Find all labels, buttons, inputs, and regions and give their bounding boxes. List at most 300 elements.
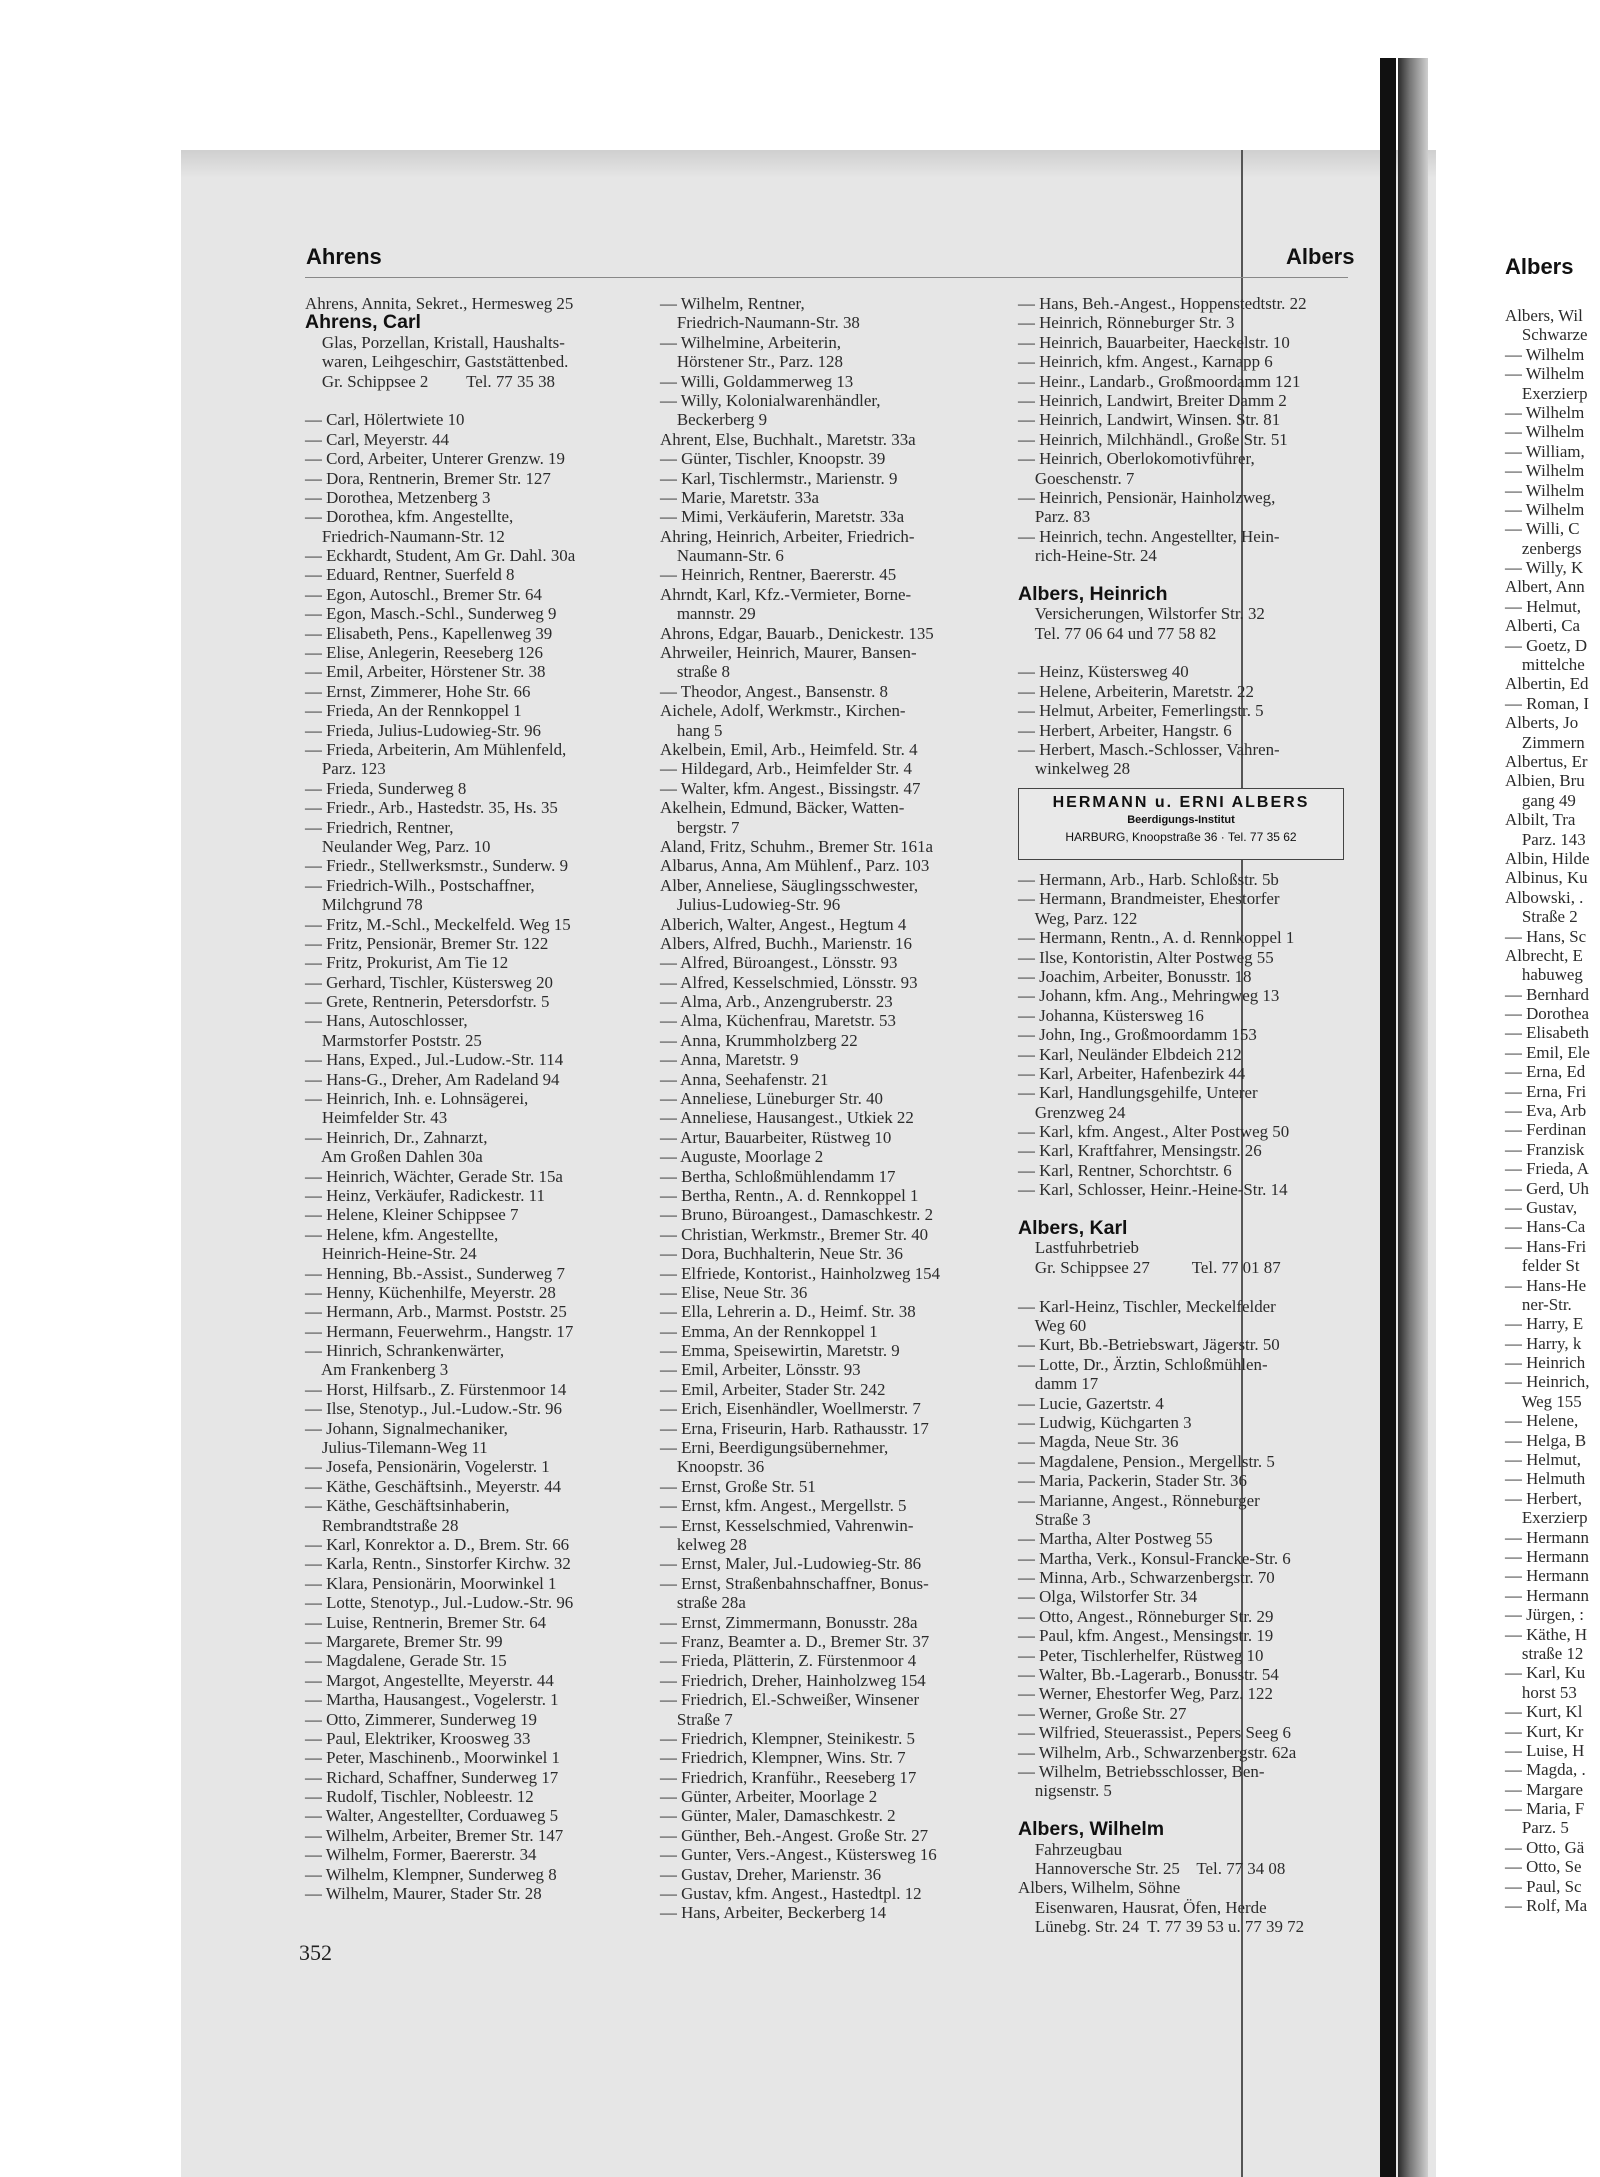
directory-line: — Minna, Arb., Schwarzenbergstr. 70	[1018, 1568, 1275, 1588]
directory-line: — Otto, Zimmerer, Sunderweg 19	[305, 1709, 537, 1729]
directory-line: Tel. 77 06 64 und 77 58 82	[1018, 623, 1217, 643]
directory-line: — Kurt, Kr	[1505, 1721, 1584, 1741]
directory-line: — Heinrich, Rentner, Baererstr. 45	[660, 565, 897, 585]
directory-line: Ahrens, Annita, Sekret., Hermesweg 25	[305, 294, 574, 313]
directory-line: — Lotte, Stenotyp., Jul.-Ludow.-Str. 96	[305, 1593, 574, 1613]
directory-line: — Ernst, Maler, Jul.-Ludowieg-Str. 86	[660, 1554, 922, 1574]
directory-line: Naumann-Str. 6	[660, 546, 784, 566]
column-3-top	[1018, 294, 1307, 779]
directory-line: Gr. Schippsee 2 Tel. 77 35 38	[305, 371, 555, 391]
page-top-shadow	[181, 150, 1436, 178]
directory-line: — Heinrich, Pensionär, Hainholzweg,	[1018, 487, 1276, 507]
directory-line: — Alfred, Kesselschmied, Lönsstr. 93	[660, 972, 918, 992]
directory-line: — Karl, Tischlermstr., Marienstr. 9	[660, 468, 898, 488]
directory-line: — Emma, Speisewirtin, Maretstr. 9	[660, 1341, 900, 1361]
column-2	[660, 294, 940, 1923]
directory-line: Weg 60	[1018, 1315, 1087, 1335]
column-3-bottom	[1018, 870, 1304, 1936]
directory-line: — Anneliese, Hausangest., Utkiek 22	[660, 1108, 914, 1128]
directory-line: Heinrich-Heine-Str. 24	[305, 1244, 477, 1264]
directory-line: mittelche	[1505, 655, 1585, 675]
directory-line: — Heinrich, techn. Angestellter, Hein-	[1018, 526, 1280, 546]
directory-line: — Karl, Konrektor a. D., Brem. Str. 66	[305, 1535, 570, 1554]
directory-line: Albers, Alfred, Buchh., Marienstr. 16	[660, 933, 912, 953]
directory-line: — Erna, Friseurin, Harb. Rathausstr. 17	[660, 1418, 929, 1438]
directory-line: horst 53	[1505, 1682, 1577, 1702]
directory-line: Marmstorfer Poststr. 25	[305, 1030, 482, 1050]
directory-line: Schwarze	[1505, 325, 1588, 345]
directory-line: — Roman, I	[1505, 693, 1589, 713]
directory-line: Gr. Schippsee 27 Tel. 77 01 87	[1018, 1257, 1281, 1277]
directory-line: — Hildegard, Arb., Heimfelder Str. 4	[660, 759, 912, 779]
directory-line: — Maria, F	[1505, 1799, 1585, 1819]
directory-line	[1018, 1277, 1304, 1296]
directory-line: — Dorothea	[1505, 1004, 1589, 1024]
directory-line: — Otto, Se	[1505, 1857, 1582, 1877]
directory-line: — Karl, Rentner, Schorchtstr. 6	[1018, 1160, 1232, 1180]
directory-line: — Helmuth	[1505, 1469, 1586, 1489]
directory-line: — Paul, kfm. Angest., Mensingstr. 19	[1018, 1626, 1274, 1646]
directory-line: Albers, Wilhelm, Söhne	[1018, 1878, 1181, 1898]
directory-line: — Herbert,	[1505, 1488, 1582, 1508]
directory-line: — Gustav, Dreher, Marienstr. 36	[660, 1864, 882, 1884]
directory-line: — Margot, Angestellte, Meyerstr. 44	[305, 1670, 554, 1690]
directory-line: rich-Heine-Str. 24	[1018, 546, 1157, 566]
directory-line: nigsenstr. 5	[1018, 1781, 1112, 1801]
directory-line: — Harry, E	[1505, 1314, 1584, 1334]
directory-line: — Günter, Maler, Damaschkestr. 2	[660, 1806, 896, 1826]
directory-line: — Helga, B	[1505, 1430, 1587, 1450]
directory-line: — Wilhelm, Klempner, Sunderweg 8	[305, 1864, 557, 1884]
directory-line: — Kurt, Bb.-Betriebswart, Jägerstr. 50	[1018, 1335, 1280, 1355]
page-number: 352	[299, 1940, 332, 1965]
directory-line: — Martha, Hausangest., Vogelerstr. 1	[305, 1690, 559, 1710]
directory-line: — Erna, Ed	[1505, 1062, 1586, 1082]
directory-line: Aland, Fritz, Schuhm., Bremer Str. 161a	[660, 836, 934, 856]
directory-line: — Hermann, Arb., Marmst. Poststr. 25	[305, 1302, 567, 1322]
directory-line: — Harry, k	[1505, 1333, 1582, 1353]
directory-line: — Ilse, Stenotyp., Jul.-Ludow.-Str. 96	[305, 1399, 562, 1419]
directory-line: — Margarete, Bremer Str. 99	[305, 1631, 503, 1651]
directory-line: — Jürgen, :	[1505, 1605, 1584, 1625]
directory-line: — Olga, Wilstorfer Str. 34	[1018, 1587, 1198, 1607]
directory-line: — Hans, Arbeiter, Beckerberg 14	[660, 1903, 887, 1923]
directory-line: — Rudolf, Tischler, Nobleestr. 12	[305, 1787, 534, 1807]
directory-line: Albrecht, E	[1505, 945, 1583, 965]
directory-line: — Wilhelm, Former, Baererstr. 34	[305, 1845, 537, 1865]
directory-line: — Johann, kfm. Ang., Mehringweg 13	[1018, 986, 1280, 1006]
directory-line: — Gerd, Uh	[1505, 1178, 1589, 1198]
running-head-left: Ahrens	[306, 244, 382, 269]
directory-line: Beckerberg 9	[660, 410, 768, 430]
directory-line: — Friedrich, Dreher, Hainholzweg 154	[660, 1670, 926, 1690]
directory-line: — Emil, Arbeiter, Stader Str. 242	[660, 1379, 886, 1399]
directory-line: Parz. 123	[305, 759, 386, 779]
directory-line: — Otto, Angest., Rönneburger Str. 29	[1018, 1606, 1274, 1626]
directory-line: — Willi, C	[1505, 519, 1580, 539]
directory-line: — Grete, Rentnerin, Petersdorfstr. 5	[305, 992, 550, 1012]
directory-line: — Franz, Beamter a. D., Bremer Str. 37	[660, 1631, 930, 1651]
directory-line: Akelbein, Emil, Arb., Heimfeld. Str. 4	[660, 739, 918, 759]
directory-line: — Klara, Pensionärin, Moorwinkel 1	[305, 1573, 557, 1593]
directory-line: Friedrich-Naumann-Str. 38	[660, 313, 860, 333]
directory-line: — Hans, Sc	[1505, 926, 1587, 946]
directory-line: — Margare	[1505, 1779, 1584, 1799]
directory-line: Albert, Ann	[1505, 577, 1585, 597]
directory-line: Albin, Hilde	[1505, 848, 1590, 868]
directory-line: Hannoversche Str. 25 Tel. 77 34 08	[1018, 1858, 1286, 1878]
directory-line: — Gustav, kfm. Angest., Hastedtpl. 12	[660, 1884, 922, 1904]
directory-line: Rembrandtstraße 28	[305, 1515, 459, 1535]
directory-line: — Heinz, Küstersweg 40	[1018, 662, 1189, 682]
directory-line: Eisenwaren, Hausrat, Öfen, Herde	[1018, 1897, 1267, 1917]
directory-line: — Paul, Elektriker, Kroosweg 33	[305, 1728, 531, 1748]
directory-line: — Ilse, Kontoristin, Alter Postweg 55	[1018, 947, 1274, 967]
directory-line: — Hinrich, Schrankenwärter,	[305, 1341, 505, 1361]
directory-line: — Erna, Fri	[1505, 1081, 1587, 1101]
directory-line: — Heinr., Landarb., Großmoordamm 121	[1018, 371, 1301, 391]
directory-line: — Henny, Küchenhilfe, Meyerstr. 28	[305, 1282, 556, 1302]
directory-line: — Helmut, Arbeiter, Femerlingstr. 5	[1018, 701, 1264, 721]
directory-line: Albien, Bru	[1505, 771, 1585, 791]
directory-line: Weg, Parz. 122	[1018, 908, 1138, 928]
directory-line: Parz. 143	[1505, 829, 1586, 849]
directory-line: Ahrons, Edgar, Bauarb., Denickestr. 135	[660, 623, 934, 643]
directory-line: Heimfelder Str. 43	[305, 1108, 448, 1128]
directory-line: — Fritz, M.-Schl., Meckelfeld. Weg 15	[305, 914, 571, 934]
directory-line: — Herbert, Arbeiter, Hangstr. 6	[1018, 720, 1232, 740]
entry-heading: Albers, Heinrich	[1018, 582, 1168, 605]
directory-line: — Carl, Meyerstr. 44	[305, 429, 450, 449]
header-rule	[305, 277, 1348, 278]
directory-line: — Heinz, Verkäufer, Radickestr. 11	[305, 1185, 545, 1205]
ad-title: HERMANN u. ERNI ALBERS	[1052, 794, 1310, 811]
directory-line: — Friedrich, Klempner, Steinikestr. 5	[660, 1728, 915, 1748]
directory-line: Akelhein, Edmund, Bäcker, Watten-	[660, 798, 905, 818]
directory-line: — Wilhelm	[1505, 344, 1585, 364]
directory-line: — Josefa, Pensionärin, Vogelerstr. 1	[305, 1457, 550, 1477]
directory-line: Julius-Ludowieg-Str. 96	[660, 895, 841, 915]
directory-line: — Karl, Neuländer Elbdeich 212	[1018, 1044, 1242, 1064]
directory-line: Ahrent, Else, Buchhalt., Maretstr. 33a	[660, 429, 916, 449]
directory-line: — Helene, Kleiner Schippsee 7	[305, 1205, 519, 1225]
directory-line: — Wilhelm	[1505, 364, 1585, 384]
directory-line: — Theodor, Angest., Bansenstr. 8	[660, 681, 888, 701]
directory-line: Zimmern	[1505, 732, 1585, 752]
directory-line: Alberti, Ca	[1505, 616, 1581, 636]
directory-line: Parz. 83	[1018, 507, 1091, 527]
directory-line: — Karl, Handlungsgehilfe, Unterer	[1018, 1083, 1258, 1103]
directory-line: — Heinrich, Oberlokomotivführer,	[1018, 449, 1255, 469]
directory-line: — Elfriede, Kontorist., Hainholzweg 154	[660, 1263, 941, 1283]
directory-line: — Johann, Signalmechaniker,	[305, 1418, 508, 1438]
directory-line: Aichele, Adolf, Werkmstr., Kirchen-	[660, 701, 906, 721]
directory-line: — Rolf, Ma	[1505, 1896, 1588, 1916]
column-4-next-page	[1505, 306, 1590, 1915]
directory-line	[305, 391, 575, 410]
directory-line: — Luise, H	[1505, 1740, 1585, 1760]
directory-line: — Elisabeth	[1505, 1023, 1589, 1043]
directory-line: — Alfred, Büroangest., Lönsstr. 93	[660, 953, 898, 973]
directory-line: — Frieda, Sunderweg 8	[305, 778, 467, 798]
directory-line: — Heinrich, Inh. e. Lohnsägerei,	[305, 1089, 529, 1109]
directory-line: — Friedrich, Klempner, Wins. Str. 7	[660, 1748, 906, 1768]
directory-line: gang 49	[1505, 790, 1576, 810]
directory-line: — Elise, Anlegerin, Reeseberg 126	[305, 643, 543, 663]
directory-line	[1018, 643, 1307, 662]
directory-line: — Dora, Rentnerin, Bremer Str. 127	[305, 468, 551, 488]
directory-line: — Heinrich, kfm. Angest., Karnapp 6	[1018, 352, 1273, 372]
directory-line: — Marie, Maretstr. 33a	[660, 487, 820, 507]
directory-line: — Bertha, Schloßmühlendamm 17	[660, 1166, 896, 1186]
directory-line: — Maria, Packerin, Stader Str. 36	[1018, 1471, 1247, 1491]
directory-line: — Joachim, Arbeiter, Bonusstr. 18	[1018, 966, 1252, 986]
directory-line: — Dora, Buchhalterin, Neue Str. 36	[660, 1244, 903, 1264]
directory-line: habuweg	[1505, 965, 1583, 985]
directory-line: Albinus, Ku	[1505, 868, 1588, 888]
directory-line: — Helmut,	[1505, 1450, 1581, 1470]
directory-line: — Wilhelmine, Arbeiterin,	[660, 332, 842, 352]
directory-line: Ahrndt, Karl, Kfz.-Vermieter, Borne-	[660, 584, 912, 604]
directory-line: — Marianne, Angest., Rönneburger	[1018, 1490, 1260, 1510]
directory-line: — Eva, Arb	[1505, 1101, 1587, 1121]
directory-line: Albarus, Anna, Am Mühlenf., Parz. 103	[660, 856, 930, 876]
directory-line: — Egon, Masch.-Schl., Sunderweg 9	[305, 604, 557, 624]
directory-line: — Helene, Arbeiterin, Maretstr. 22	[1018, 681, 1254, 701]
directory-line: — Karl, Arbeiter, Hafenbezirk 44	[1018, 1063, 1246, 1083]
directory-line: — Herbert, Masch.-Schlosser, Vahren-	[1018, 739, 1280, 759]
directory-line: — Gunter, Vers.-Angest., Küstersweg 16	[660, 1845, 937, 1865]
directory-line: — Wilhelm	[1505, 461, 1585, 481]
directory-line: Straße 7	[660, 1709, 733, 1729]
directory-line: — Heinrich, Landwirt, Breiter Damm 2	[1018, 390, 1287, 410]
directory-line: — Heinrich, Landwirt, Winsen. Str. 81	[1018, 410, 1281, 430]
directory-line: waren, Leihgeschirr, Gaststättenbed.	[305, 352, 569, 372]
directory-line: straße 8	[660, 662, 730, 682]
directory-line: — Horst, Hilfsarb., Z. Fürstenmoor 14	[305, 1379, 567, 1399]
directory-line: Albilt, Tra	[1505, 810, 1576, 830]
directory-line: — Ella, Lehrerin a. D., Heimf. Str. 38	[660, 1302, 916, 1322]
directory-line: — Martha, Verk., Konsul-Francke-Str. 6	[1018, 1548, 1291, 1568]
directory-line: Parz. 5	[1505, 1818, 1569, 1838]
directory-line: — Lotte, Dr., Ärztin, Schloßmühlen-	[1018, 1354, 1268, 1374]
directory-line: — Helene,	[1505, 1411, 1579, 1431]
directory-line: — Ernst, Zimmermann, Bonusstr. 28a	[660, 1612, 918, 1632]
directory-line: — Magdalene, Pension., Mergellstr. 5	[1018, 1451, 1275, 1471]
directory-line: — Egon, Autoschl., Bremer Str. 64	[305, 584, 542, 604]
directory-line: — Heinrich	[1505, 1353, 1586, 1373]
directory-line: — Gustav,	[1505, 1197, 1578, 1217]
directory-line: — Hans-He	[1505, 1275, 1587, 1295]
directory-line: — Alma, Küchenfrau, Maretstr. 53	[660, 1011, 896, 1031]
directory-line: — Hans-Ca	[1505, 1217, 1586, 1237]
directory-line: — Wilhelm	[1505, 499, 1585, 519]
directory-line: — Peter, Maschinenb., Moorwinkel 1	[305, 1748, 560, 1768]
directory-line: — Christian, Werkmstr., Bremer Str. 40	[660, 1224, 929, 1244]
directory-line: — Richard, Schaffner, Sunderweg 17	[305, 1767, 559, 1787]
directory-line: Neulander Weg, Parz. 10	[305, 836, 491, 856]
directory-line: Exerzierp	[1505, 1508, 1588, 1528]
directory-line: — Frieda, Arbeiterin, Am Mühlenfeld,	[305, 739, 567, 759]
directory-line: — Magda, Neue Str. 36	[1018, 1432, 1179, 1452]
directory-line: — Ferdinan	[1505, 1120, 1587, 1140]
directory-line: straße 28a	[660, 1593, 746, 1613]
directory-line: kelweg 28	[660, 1535, 747, 1554]
directory-line: Knoopstr. 36	[660, 1457, 765, 1477]
directory-line: — Friedrich-Wilh., Postschaffner,	[305, 875, 535, 895]
directory-line: — Käthe, Geschäftsinhaberin,	[305, 1496, 510, 1516]
directory-line: felder St	[1505, 1256, 1580, 1276]
book-binding-edge	[1380, 58, 1396, 2177]
directory-line: — Frieda, Plätterin, Z. Fürstenmoor 4	[660, 1651, 917, 1671]
directory-line: — Walter, Bb.-Lagerarb., Bonusstr. 54	[1018, 1665, 1279, 1685]
directory-line: Albertus, Er	[1505, 751, 1588, 771]
directory-line: damm 17	[1018, 1374, 1099, 1394]
directory-line: — Goetz, D	[1505, 635, 1588, 655]
directory-line: Milchgrund 78	[305, 895, 423, 915]
directory-line: — Heinrich,	[1505, 1372, 1590, 1392]
directory-line: — Anna, Krummholzberg 22	[660, 1030, 858, 1050]
directory-line: — Hans, Exped., Jul.-Ludow.-Str. 114	[305, 1050, 564, 1070]
directory-line: Alberich, Walter, Angest., Hegtum 4	[660, 914, 907, 934]
next-page-running-head: Albers	[1505, 254, 1574, 279]
entry-heading: Albers, Wilhelm	[1018, 1818, 1165, 1841]
directory-line: — Wilfried, Steuerassist., Pepers Seeg 6	[1018, 1723, 1291, 1743]
directory-line: — Günter, Tischler, Knoopstr. 39	[660, 449, 886, 469]
directory-line: — Heinrich, Wächter, Gerade Str. 15a	[305, 1166, 563, 1186]
directory-line: — Willy, Kolonialwarenhändler,	[660, 390, 881, 410]
directory-line: zenbergs	[1505, 538, 1582, 558]
directory-line: — Martha, Alter Postweg 55	[1018, 1529, 1213, 1549]
directory-line: Straße 2	[1505, 907, 1578, 927]
directory-line: — Emil, Arbeiter, Lönsstr. 93	[660, 1360, 861, 1380]
directory-line: Am Großen Dahlen 30a	[305, 1147, 483, 1167]
directory-line: Albers, Wil	[1505, 306, 1583, 325]
directory-line: — Günter, Arbeiter, Moorlage 2	[660, 1787, 878, 1807]
directory-line: Friedrich-Naumann-Str. 12	[305, 526, 505, 546]
directory-line: — Elisabeth, Pens., Kapellenweg 39	[305, 623, 553, 643]
directory-line: — Bertha, Rentn., A. d. Rennkoppel 1	[660, 1185, 919, 1205]
directory-line: — Ludwig, Küchgarten 3	[1018, 1412, 1192, 1432]
directory-line: — Eduard, Rentner, Suerfeld 8	[305, 565, 515, 585]
directory-line: winkelweg 28	[1018, 759, 1131, 779]
directory-line: — Hermann, Brandmeister, Ehestorfer	[1018, 889, 1280, 909]
directory-line: — Carl, Hölertwiete 10	[305, 410, 465, 430]
directory-line: — Johanna, Küstersweg 16	[1018, 1005, 1204, 1025]
directory-line: — Anna, Seehafenstr. 21	[660, 1069, 829, 1089]
directory-line: — Wilhelm	[1505, 402, 1585, 422]
book-binding-gutter	[1398, 58, 1428, 2177]
ad-address: HARBURG, Knoopstraße 36 · Tel. 77 35 62	[1065, 830, 1297, 844]
directory-line: — Kurt, Kl	[1505, 1702, 1583, 1722]
directory-line: — Hermann	[1505, 1547, 1589, 1566]
directory-line: — John, Ing., Großmoordamm 153	[1018, 1025, 1257, 1045]
directory-line: — Eckhardt, Student, Am Gr. Dahl. 30a	[305, 546, 576, 566]
directory-line: — Friedr., Arb., Hastedstr. 35, Hs. 35	[305, 798, 558, 818]
directory-line: — Lucie, Gazertstr. 4	[1018, 1393, 1164, 1413]
directory-line: — Heinrich, Dr., Zahnarzt,	[305, 1127, 488, 1147]
directory-line: — Peter, Tischlerhelfer, Rüstweg 10	[1018, 1645, 1264, 1665]
entry-heading: Ahrens, Carl	[305, 311, 421, 334]
directory-line: bergstr. 7	[660, 817, 740, 837]
directory-line: — Werner, Ehestorfer Weg, Parz. 122	[1018, 1684, 1273, 1704]
directory-line: — Hans, Beh.-Angest., Hoppenstedtstr. 22	[1018, 294, 1307, 313]
directory-line: Exerzierp	[1505, 383, 1588, 403]
directory-line: hang 5	[660, 720, 723, 740]
directory-line: — Helene, kfm. Angestellte,	[305, 1224, 499, 1244]
directory-line: — Wilhelm, Rentner,	[660, 294, 805, 313]
directory-line: — Wilhelm, Betriebsschlosser, Ben-	[1018, 1761, 1265, 1781]
directory-line: — Walter, kfm. Angest., Bissingstr. 47	[660, 778, 921, 798]
advertisement-box	[1018, 788, 1344, 860]
directory-line: — Ernst, Große Str. 51	[660, 1476, 816, 1496]
directory-line: — Friedrich, Rentner,	[305, 817, 454, 837]
directory-line: — Frieda, A	[1505, 1159, 1589, 1179]
directory-line: — Mimi, Verkäuferin, Maretstr. 33a	[660, 507, 905, 527]
directory-line: — Anna, Maretstr. 9	[660, 1050, 799, 1070]
directory-line: Fahrzeugbau	[1018, 1839, 1123, 1859]
directory-line: Alberts, Jo	[1505, 713, 1579, 733]
directory-line: Lünebg. Str. 24 T. 77 39 53 u. 77 39 72	[1018, 1917, 1305, 1937]
directory-line: — Walter, Angestellter, Corduaweg 5	[305, 1806, 559, 1826]
directory-line: — Friedrich, Kranführ., Reeseberg 17	[660, 1767, 917, 1787]
directory-line: — Ernst, kfm. Angest., Mergellstr. 5	[660, 1496, 907, 1516]
directory-line: Lastfuhrbetrieb	[1018, 1238, 1140, 1258]
directory-line: Julius-Tilemann-Weg 11	[305, 1438, 488, 1458]
directory-line: Versicherungen, Wilstorfer Str. 32	[1018, 604, 1265, 624]
directory-line: — Karl-Heinz, Tischler, Meckelfelder	[1018, 1296, 1276, 1316]
directory-line: — Willi, Goldammerweg 13	[660, 371, 854, 391]
column-1	[305, 294, 575, 1903]
directory-line: — Anneliese, Lüneburger Str. 40	[660, 1089, 883, 1109]
directory-line: Albertin, Ed	[1505, 674, 1589, 694]
directory-line: — Magda, .	[1505, 1760, 1586, 1780]
directory-line: — Cord, Arbeiter, Unterer Grenzw. 19	[305, 449, 565, 469]
directory-line: — Frieda, An der Rennkoppel 1	[305, 701, 522, 721]
directory-line: — Wilhelm, Maurer, Stader Str. 28	[305, 1884, 542, 1904]
directory-line: Straße 3	[1018, 1509, 1091, 1529]
directory-line: straße 12	[1505, 1643, 1584, 1663]
directory-line: mannstr. 29	[660, 604, 756, 624]
directory-line: — Hans-Fri	[1505, 1236, 1587, 1256]
directory-line: — Ernst, Straßenbahnschaffner, Bonus-	[660, 1573, 929, 1593]
running-head-right: Albers	[1286, 244, 1355, 269]
directory-line: Weg 155	[1505, 1391, 1582, 1411]
directory-line: — Auguste, Moorlage 2	[660, 1147, 824, 1167]
directory-line: Am Frankenberg 3	[305, 1360, 449, 1380]
directory-line: Grenzweg 24	[1018, 1102, 1126, 1122]
directory-line: — Hermann, Rentn., A. d. Rennkoppel 1	[1018, 928, 1295, 948]
directory-line: — Erni, Beerdigungsübernehmer,	[660, 1438, 889, 1458]
directory-line: — Hans-G., Dreher, Am Radeland 94	[305, 1069, 560, 1089]
directory-line: — Luise, Rentnerin, Bremer Str. 64	[305, 1612, 547, 1632]
directory-line: — Emma, An der Rennkoppel 1	[660, 1321, 878, 1341]
directory-line: — Karl, Kraftfahrer, Mensingstr. 26	[1018, 1141, 1262, 1161]
directory-line: — Heinrich, Rönneburger Str. 3	[1018, 313, 1235, 333]
directory-line: Ahrweiler, Heinrich, Maurer, Bansen-	[660, 643, 917, 663]
directory-line: Albowski, .	[1505, 887, 1584, 907]
directory-line: — Karl, kfm. Angest., Alter Postweg 50	[1018, 1122, 1290, 1142]
directory-line: — Hermann	[1505, 1566, 1589, 1586]
directory-line: — Dorothea, kfm. Angestellte,	[305, 507, 514, 527]
directory-line: — Wilhelm	[1505, 480, 1585, 500]
directory-line: — Erich, Eisenhändler, Woellmerstr. 7	[660, 1399, 921, 1419]
directory-line: — Hermann	[1505, 1527, 1589, 1547]
directory-line: — Hermann, Feuerwehrm., Hangstr. 17	[305, 1321, 574, 1341]
directory-line: — Friedr., Stellwerksmstr., Sunderw. 9	[305, 856, 569, 876]
directory-line: — Karl, Schlosser, Heinr.-Heine-Str. 14	[1018, 1180, 1288, 1200]
directory-line: — Franzisk	[1505, 1139, 1585, 1159]
